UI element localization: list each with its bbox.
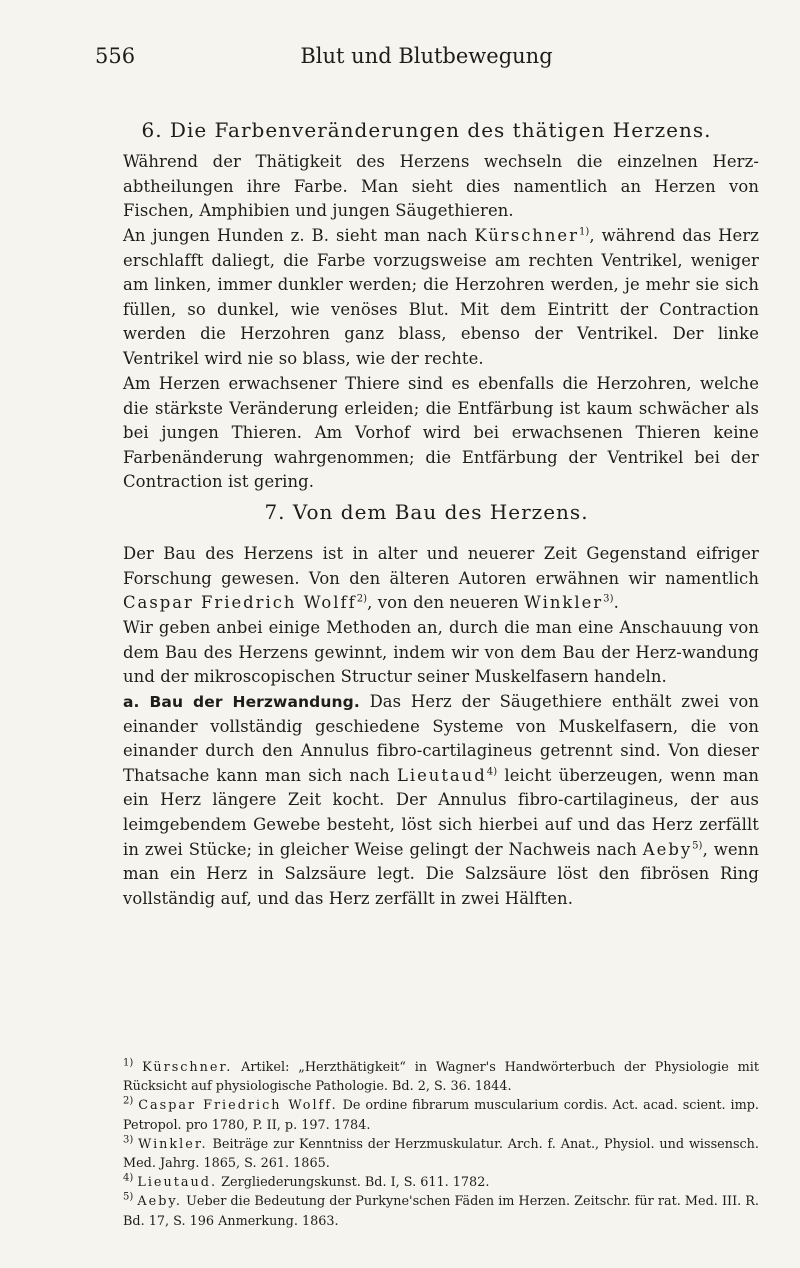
running-title: Blut und Blutbewegung xyxy=(300,44,553,68)
footnote-text: Zergliederungskunst. Bd. I, S. 611. 1782. xyxy=(221,1175,490,1191)
footnote-text: Ueber die Bedeutung der Purkyne'schen Fäden im Herzen. Zeitschr. für rat. Med. III. R. Bd. 17, S. 196 Anmerkung. 1863. xyxy=(123,1194,759,1229)
footnote-ref: 1) xyxy=(578,226,590,238)
footnote-mark: 5) xyxy=(123,1192,134,1204)
footnote-mark: 2) xyxy=(123,1096,134,1108)
text-run: , wenn man ein Herz in Salzsäure legt. Die Salzsäure löst den fibrösen Ring vollständig auf, und das Herz zerfällt in zwei Hälften. xyxy=(123,839,759,908)
text-run: An jungen Hunden z. B. sieht man nach xyxy=(123,226,468,245)
footnote-author: Kürschner. xyxy=(142,1060,233,1075)
footnote-author: Lieutaud. xyxy=(137,1175,218,1191)
section-6-paragraph-2 xyxy=(95,224,759,372)
paragraph-text: Während der Thätigkeit des Herzens wechseln die einzelnen Herz-abtheilungen ihre Farbe. Man sieht dies namentlich an Herzen von Fischen, Amphibien und jungen Säugethieren. xyxy=(123,152,759,221)
text-run: Das Herz der Säugethiere enthält zwei von einander vollständig geschiedene Systeme von Muskelfasern, die von einander durch den Annulus fibro-cartilagineus getrennt sind. Von dieser Thatsache kann man sich nach xyxy=(123,692,759,785)
section-7-paragraph-3 xyxy=(95,690,759,911)
footnote-text: Artikel: „Herzthätigkeit“ in Wagner's Handwörterbuch der Physiologie mit Rücksicht auf physiologische Pathologie. Bd. 2, S. 36. 1844. xyxy=(123,1060,759,1095)
text-run: , während das Herz erschlafft daliegt, die Farbe vorzugsweise am rechten Ventrikel, weniger am linken, immer dunkler werden; die Herzohren werden, je mehr sie sich füllen, so dunkel, wie venöses Blut. Mit dem Eintritt der Contraction werden die Herzohren ganz blass, ebenso der Ventrikel. Der linke Ventrikel wird nie so blass, wie der rechte. xyxy=(123,226,759,368)
footnote xyxy=(95,1173,759,1192)
footnote-text: Beiträge zur Kenntniss der Herzmuskulatur. Arch. f. Anat., Physiol. und wissensch. Med. Jahrg. 1865, S. 261. 1865. xyxy=(123,1136,759,1172)
footnote xyxy=(95,1135,759,1173)
author-name: Kürschner xyxy=(474,226,579,245)
footnote-ref: 2) xyxy=(356,593,368,605)
paragraph-text: Am Herzen erwachsener Thiere sind es ebenfalls die Herzohren, welche die stärkste Veränderung erleiden; die Entfärbung ist kaum schwächer als bei jungen Thieren. Am Vorhof wird bei erwachsenen Thieren keine Farbenänderung wahrgenommen; die Entfärbung der Ventrikel bei der Contraction ist gering. xyxy=(123,374,759,492)
footnote-author: Aeby. xyxy=(137,1194,182,1210)
paragraph-text: Wir geben anbei einige Methoden an, durch die man eine Anschauung von dem Bau des Herzens gewinnt, indem wir von dem Bau der Herz-wandung und der mikroscopischen Structur seiner Muskelfasern handeln. xyxy=(123,618,759,687)
text-run: Der Bau des Herzens ist in alter und neuerer Zeit Gegenstand eifriger Forschung gewesen. Von den älteren Autoren erwähnen wir namentlich xyxy=(123,544,759,588)
author-name: Aeby xyxy=(642,839,693,859)
footnote-ref: 4) xyxy=(486,766,498,778)
section-7-paragraph-1 xyxy=(95,542,759,616)
footnote xyxy=(95,1192,759,1230)
footnote-author: Caspar Friedrich Wolff. xyxy=(138,1098,338,1114)
footnote-ref: 5) xyxy=(692,840,703,852)
section-7-paragraph-2 xyxy=(95,616,759,690)
page-number: 556 xyxy=(95,44,136,68)
footnote xyxy=(95,1058,759,1096)
section-6-heading: 6. Die Farbenveränderungen des thätigen Herzens. xyxy=(141,118,712,142)
section-6-paragraph-1 xyxy=(95,150,759,224)
paragraph-text xyxy=(95,542,759,616)
paragraph-text xyxy=(95,690,759,911)
footnote-text: De ordine fibrarum muscularium cordis. Act. acad. scient. imp. Petropol. pro 1780, P. II, p. 197. 1784. xyxy=(123,1098,759,1133)
text-run: . xyxy=(613,593,619,613)
footnote-ref: 3) xyxy=(603,593,614,605)
footnote xyxy=(95,1096,759,1134)
footnote-mark: 1) xyxy=(123,1057,134,1069)
section-6-paragraph-3 xyxy=(95,372,759,495)
page-header xyxy=(95,44,758,84)
text-run: leicht überzeugen, wenn man ein Herz längere Zeit kocht. Der Annulus fibro-cartilagineus, der aus leimgebendem Gewebe besteht, löst sich hierbei auf und das Herz zerfällt in zwei Stücke; in gleicher Weise gelingt der Nachweis nach xyxy=(123,765,759,859)
author-name: Winkler xyxy=(524,593,604,613)
footnote-author: Winkler. xyxy=(138,1136,208,1152)
subsection-label: a. Bau der Herzwandung. xyxy=(123,693,360,711)
footnote-mark: 4) xyxy=(123,1172,134,1184)
author-name: Caspar Friedrich Wolff xyxy=(123,593,357,613)
paragraph-text xyxy=(95,224,759,372)
text-run: , von den neueren xyxy=(367,593,519,613)
author-name: Lieutaud xyxy=(396,765,487,785)
section-7-heading: 7. Von dem Bau des Herzens. xyxy=(264,500,589,524)
footnote-mark: 3) xyxy=(123,1134,134,1146)
footnotes xyxy=(95,1058,759,1231)
